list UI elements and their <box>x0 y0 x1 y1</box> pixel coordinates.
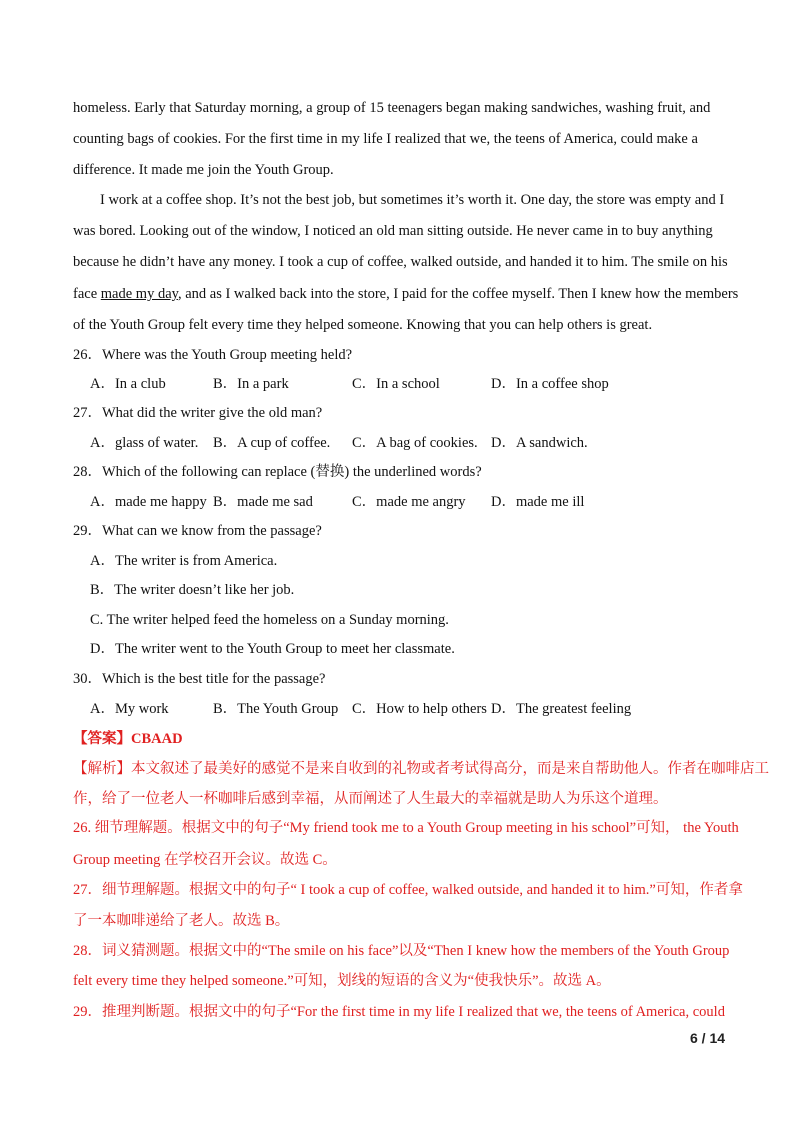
option-a: A．glass of water. <box>90 435 199 451</box>
underlined-phrase: made my day <box>100 286 178 302</box>
passage-line: because he didn’t have any money. I took a cup of coffee, walked outside, and handed it to him. The smile on his <box>73 254 728 270</box>
option-d: D．The writer went to the Youth Group to meet her classmate. <box>90 641 455 657</box>
option-b: B．The writer doesn’t like her job. <box>90 582 295 598</box>
question-28-stem: 28．Which of the following can replace (替换) the underlined words? <box>73 464 482 480</box>
option-c: C. The writer helped feed the homeless on a Sunday morning. <box>90 612 449 628</box>
explanation-28: 28．词义猜测题。根据文中的“The smile on his face”以及“Then I knew how the members of the Youth Group <box>73 943 730 959</box>
question-26-stem: 26．Where was the Youth Group meeting held? <box>73 347 353 363</box>
option-b: B．made me sad <box>213 494 313 510</box>
option-c: C．How to help others <box>352 701 487 717</box>
passage-line: counting bags of cookies. For the first time in my life I realized that we, the teens of America, could make a <box>73 131 698 147</box>
analysis-line: 作，给了一位老人一杯咖啡后感到幸福，从而阐述了人生最大的幸福就是助人为乐这个道理。 <box>73 791 668 807</box>
passage-line <box>73 284 739 304</box>
explanation-29: 29．推理判断题。根据文中的句子“For the first time in my life I realized that we, the teens of America, could <box>73 1004 725 1020</box>
page-number: 6 / 14 <box>690 1030 726 1046</box>
answer-label: 【答案】CBAAD <box>73 731 183 747</box>
option-a: A．made me happy <box>90 494 207 510</box>
passage-text: , and as I walked back into the store, I paid for the coffee myself. Then I knew how the members <box>177 286 739 302</box>
explanation-27: 了一本咖啡递给了老人。故选 B。 <box>73 913 290 929</box>
option-a: A．In a club <box>90 376 166 392</box>
option-b: B．In a park <box>213 376 289 392</box>
question-27-stem: 27．What did the writer give the old man? <box>73 405 323 421</box>
analysis-line: 【解析】本文叙述了最美好的感觉不是来自收到的礼物或者考试得高分，而是来自帮助他人。作者在咖啡店工 <box>73 761 769 777</box>
option-b: B．The Youth Group <box>213 701 339 717</box>
passage-line: of the Youth Group felt every time they helped someone. Knowing that you can help others is great. <box>73 317 653 333</box>
question-29-stem: 29．What can we know from the passage? <box>73 523 322 539</box>
option-a: A．My work <box>90 701 169 717</box>
option-c: C．A bag of cookies. <box>352 435 478 451</box>
passage-line: homeless. Early that Saturday morning, a group of 15 teenagers began making sandwiches, washing fruit, and <box>73 100 711 116</box>
option-c: C．In a school <box>352 376 440 392</box>
option-d: D．The greatest feeling <box>491 701 632 717</box>
passage-line: I work at a coffee shop. It’s not the best job, but sometimes it’s worth it. One day, the store was empty and I <box>100 192 725 208</box>
option-d: D．A sandwich. <box>491 435 588 451</box>
explanation-26: Group meeting 在学校召开会议。故选 C。 <box>73 852 337 868</box>
passage-line: was bored. Looking out of the window, I noticed an old man sitting outside. He never came in to buy anything <box>73 223 713 239</box>
option-c: C．made me angry <box>352 494 466 510</box>
explanation-26: 26. 细节理解题。根据文中的句子“My friend took me to a Youth Group meeting in his school”可知， the Youth <box>73 820 739 836</box>
option-d: D．In a coffee shop <box>491 376 609 392</box>
explanation-28: felt every time they helped someone.”可知，划线的短语的含义为“使我快乐”。故选 A。 <box>73 973 611 989</box>
passage-line: difference. It made me join the Youth Group. <box>73 162 334 178</box>
option-a: A．The writer is from America. <box>90 553 278 569</box>
passage-text: face <box>73 286 101 302</box>
option-d: D．made me ill <box>491 494 585 510</box>
question-30-stem: 30．Which is the best title for the passage? <box>73 671 326 687</box>
option-b: B．A cup of coffee. <box>213 435 331 451</box>
explanation-27: 27．细节理解题。根据文中的句子“ I took a cup of coffee, walked outside, and handed it to him.”可知，作者拿 <box>73 882 743 898</box>
